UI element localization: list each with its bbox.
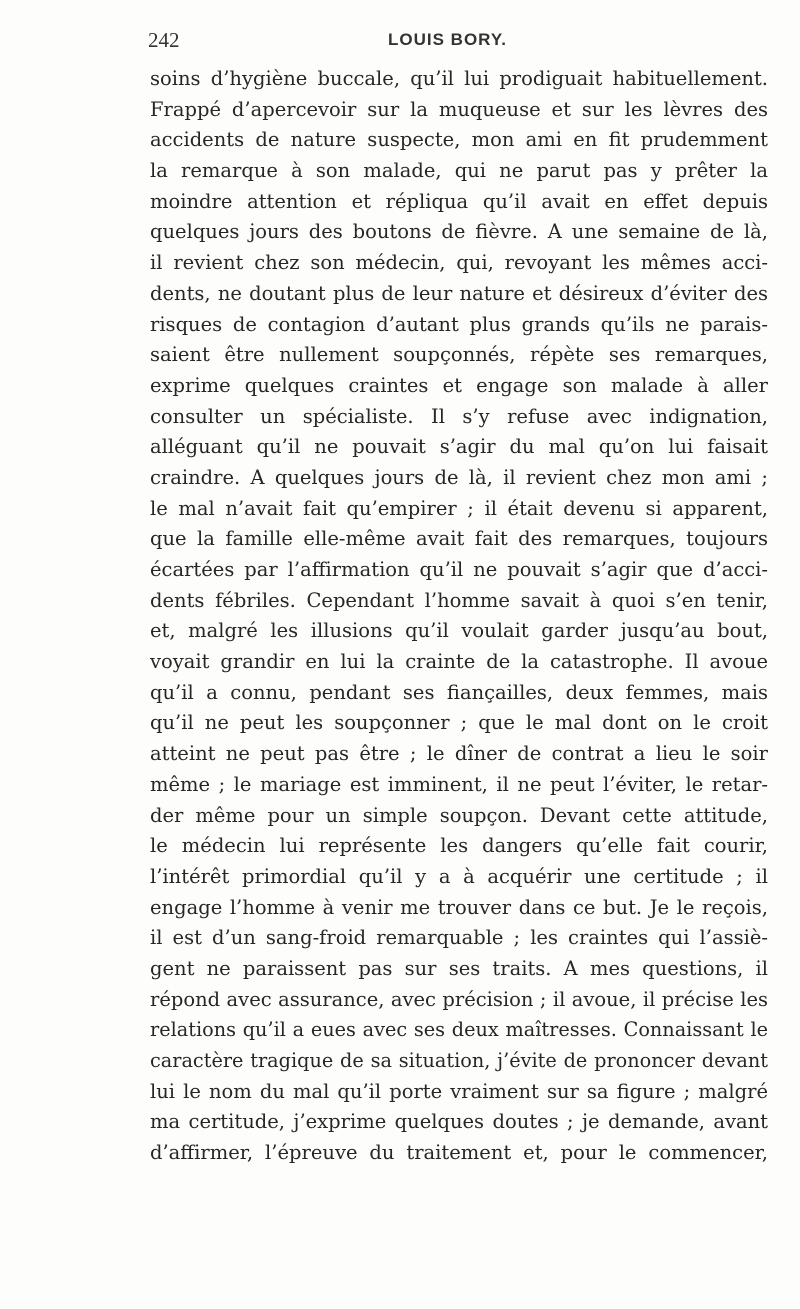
running-title: LOUIS BORY. bbox=[388, 30, 507, 49]
text-line: même ; le mariage est imminent, il ne peut l’éviter, le retar- bbox=[150, 772, 768, 796]
text-line: et, malgré les illusions qu’il voulait garder jusqu’au bout, bbox=[150, 619, 768, 643]
text-line: gent ne paraissent pas sur ses traits. A mes questions, il bbox=[150, 956, 768, 980]
text-line: dents, ne doutant plus de leur nature et désireux d’éviter des bbox=[150, 281, 768, 305]
running-head bbox=[148, 28, 762, 56]
text-line: écartées par l’affirmation qu’il ne pouvait s’agir que d’acci- bbox=[150, 558, 768, 581]
text-line: il est d’un sang-froid remarquable ; les craintes qui l’assiè- bbox=[150, 926, 768, 950]
text-line: d’affirmer, l’épreuve du traitement et, pour le commencer, bbox=[150, 1141, 768, 1165]
page-number: 242 bbox=[148, 28, 180, 52]
text-line: l’intérêt primordial qu’il y a à acquérir une certitude ; il bbox=[150, 864, 768, 888]
text-line: le mal n’avait fait qu’empirer ; il était devenu si apparent, bbox=[150, 496, 768, 520]
text-line: risques de contagion d’autant plus grands qu’ils ne parais- bbox=[150, 312, 768, 336]
text-line: Frappé d’apercevoir sur la muqueuse et sur les lèvres des bbox=[150, 97, 768, 121]
text-line: dents fébriles. Cependant l’homme savait à quoi s’en tenir, bbox=[150, 588, 768, 612]
text-line: voyait grandir en lui la crainte de la catastrophe. Il avoue bbox=[150, 650, 768, 674]
text-line: der même pour un simple soupçon. Devant cette attitude, bbox=[150, 803, 768, 827]
text-line: soins d’hygiène buccale, qu’il lui prodiguait habituellement. bbox=[150, 67, 768, 90]
text-line: consulter un spécialiste. Il s’y refuse avec indignation, bbox=[150, 404, 768, 428]
text-line: qu’il ne peut les soupçonner ; que le mal dont on le croit bbox=[150, 711, 768, 735]
text-line: la remarque à son malade, qui ne parut pas y prêter la bbox=[150, 159, 768, 183]
text-line: il revient chez son médecin, qui, revoyant les mêmes acci- bbox=[150, 251, 768, 275]
text-line: quelques jours des boutons de fièvre. A une semaine de là, bbox=[150, 220, 768, 244]
text-line: saient être nullement soupçonnés, répète ses remarques, bbox=[150, 343, 768, 367]
text-line: exprime quelques craintes et engage son malade à aller bbox=[150, 373, 768, 397]
text-line: relations qu’il a eues avec ses deux maîtresses. Connaissant le bbox=[150, 1018, 768, 1042]
text-line: moindre attention et répliqua qu’il avait en effet depuis bbox=[150, 189, 768, 213]
text-line: que la famille elle-même avait fait des remarques, toujours bbox=[150, 527, 768, 551]
text-line: caractère tragique de sa situation, j’évite de prononcer devant bbox=[150, 1049, 768, 1072]
text-line: craindre. A quelques jours de là, il revient chez mon ami ; bbox=[150, 465, 768, 489]
text-line: atteint ne peut pas être ; le dîner de contrat a lieu le soir bbox=[150, 742, 768, 766]
text-line: répond avec assurance, avec précision ; il avoue, il précise les bbox=[150, 987, 768, 1011]
text-line: le médecin lui représente les dangers qu’elle fait courir, bbox=[150, 834, 768, 858]
text-line: accidents de nature suspecte, mon ami en fit prudemment bbox=[150, 128, 768, 152]
text-line: qu’il a connu, pendant ses fiançailles, deux femmes, mais bbox=[150, 680, 768, 704]
text-line: ma certitude, j’exprime quelques doutes ; je demande, avant bbox=[150, 1110, 768, 1134]
body-text bbox=[150, 64, 768, 1169]
text-line: alléguant qu’il ne pouvait s’agir du mal qu’on lui faisait bbox=[150, 435, 768, 459]
text-line: lui le nom du mal qu’il porte vraiment sur sa figure ; malgré bbox=[150, 1079, 768, 1103]
text-line: engage l’homme à venir me trouver dans ce but. Je le reçois, bbox=[150, 895, 768, 919]
